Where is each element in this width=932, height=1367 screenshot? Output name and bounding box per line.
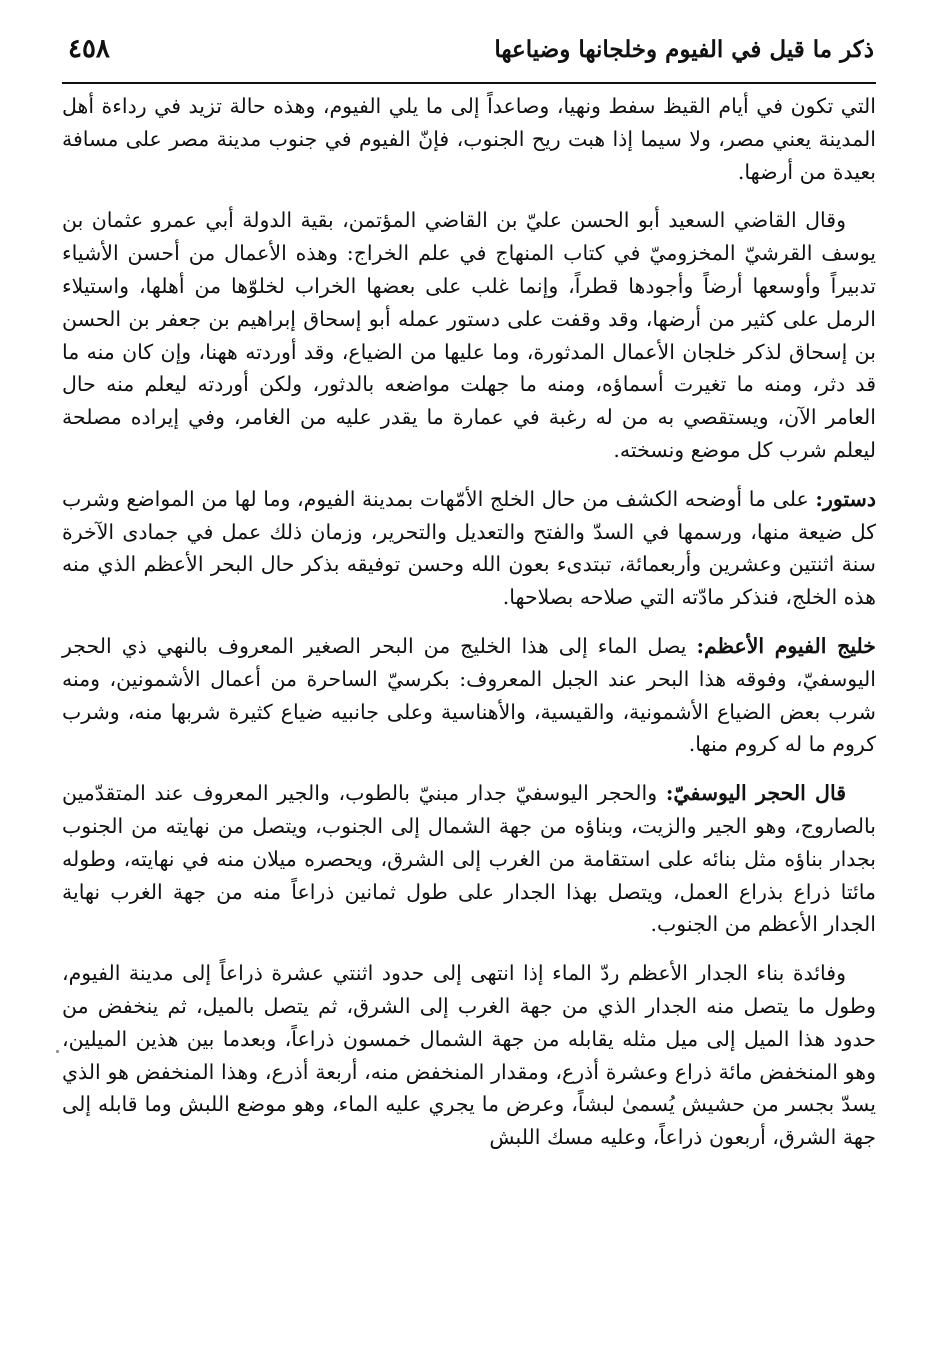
paragraph-text: يصل الماء إلى هذا الخليج من البحر الصغير المعروف بالنهي ذي الحجر اليوسفيّ، وفوقه هذا البحر عند الجبل المعروف: بكرسيّ الساحرة من أعمال الأشمونين، ومنه شرب بعض الضياع الأشمونية، والقيسية، والأهناسية وعلى جانبيه ضياع كثيرة شربها منه، وشرب كروم ما له كروم منها.: [62, 633, 876, 757]
running-header: [62, 30, 874, 80]
paragraph-text: على ما أوضحه الكشف من حال الخلج الأمّهات بمدينة الفيوم، وما لها من المواضع وشرب كل ضيعة منها، ورسمها في السدّ والفتح والتعديل والتحرير، وزمان ذلك عمل في جمادى الآخرة سنة اثنتين وعشرين وأربعمائة، تبتدىء بعون الله وحسن توفيقه بذكر حال البحر الأعظم الذي منه هذه الخلج، فنذكر مادّته التي صلاحه بصلاحها.: [62, 486, 877, 610]
running-title: ذكر ما قيل في الفيوم وخلجانها وضياعها: [494, 36, 874, 63]
header-rule: [62, 82, 876, 84]
paragraph-2: [62, 204, 876, 466]
paragraph-text: وفائدة بناء الجدار الأعظم ردّ الماء إذا انتهى إلى حدود اثنتي عشرة ذراعاً إلى مدينة الفيوم، وطول ما يتصل منه الجدار الذي من جهة الغرب إلى الشرق، ثم يتصل بالميل، ثم ينخفض من حدود هذا الميل إلى ميل مثله يقابله من جهة الشمال خمسون ذراعاً، وبعدما بين هذين الميلين، وهو المنخفض مائة ذراع وعشرة أذرع، ومقدار المنخفض منه، أربعة أذرع، وهذا المنخفض هو الذي يسدّ بجسر من حشيش يُسمىٰ لبشاً، وعرض ما يجري عليه الماء، وهو موضع اللبش وما قابله إلى جهة الشرق، أربعون ذراعاً، وعليه مسك اللبش: [62, 961, 876, 1150]
body-text: [62, 90, 876, 1170]
section-heading: قال الحجر اليوسفيّ:: [665, 781, 846, 806]
paragraph-4: [62, 630, 876, 761]
paragraph-text: والحجر اليوسفيّ جدار مبنيّ بالطوب، والجير المعروف عند المتقدّمين بالصاروج، وهو الجير والزيت، وبناؤه من جهة الشمال إلى الجنوب، ويتصل من نهايته من الجنوب بجدار بناؤه مثل بنائه على استقامة من الغرب إلى الشرق، ويحصره ميلان منه في نهايته، وطوله مائتا ذراع بذراع العمل، ويتصل بهذا الجدار على طول ثمانين ذراعاً منه من جهة الغرب نهاية الجدار الأعظم من الجنوب.: [62, 781, 876, 937]
paragraph-text: التي تكون في أيام القيظ سفط ونهيا، وصاعداً إلى ما يلي الفيوم، وهذه حالة تزيد في رداءة أهل المدينة يعني مصر، ولا سيما إذا هبت ريح الجنوب، فإنّ الفيوم في جنوب مدينة مصر على مسافة بعيدة من أرضها.: [62, 94, 876, 184]
paragraph-text: وقال القاضي السعيد أبو الحسن عليّ بن القاضي المؤتمن، بقية الدولة أبي عمرو عثمان بن يوسف القرشيّ المخزوميّ في كتاب المنهاج في علم الخراج: وهذه الأعمال من أحسن الأشياء تدبيراً وأوسعها أرضاً وأجودها قطراً، وإنما غلب على بعضها الخراب لخلوّها من أهلها، واستيلاء الرمل على كثير من أرضها، وقد وقفت على دستور عمله أبو إسحاق إبراهيم بن جعفر بن الحسن بن إسحاق لذكر خلجان الأعمال المدثورة، وما عليها من الضياع، وقد أوردته ههنا، وإن كان منه ما قد دثر، ومنه ما تغيرت أسماؤه، ومنه ما جهلت مواضعه بالدثور، ولكن أوردته ليعلم منه حال العامر الآن، ويستقصي به من له رغبة في عمارة ما يقدر عليه من الغامر، وفي إيراده مصلحة ليعلم شرب كل موضع ونسخته.: [62, 208, 876, 462]
paragraph-5: [62, 777, 876, 941]
section-keyword: دستور:: [815, 486, 876, 511]
page-number: ٤٥٨: [68, 34, 110, 64]
paragraph-6: [62, 957, 876, 1154]
margin-speck: [56, 1050, 59, 1053]
section-heading: خليج الفيوم الأعظم:: [696, 633, 876, 658]
paragraph-1: [62, 90, 876, 188]
paragraph-3: [62, 483, 876, 614]
